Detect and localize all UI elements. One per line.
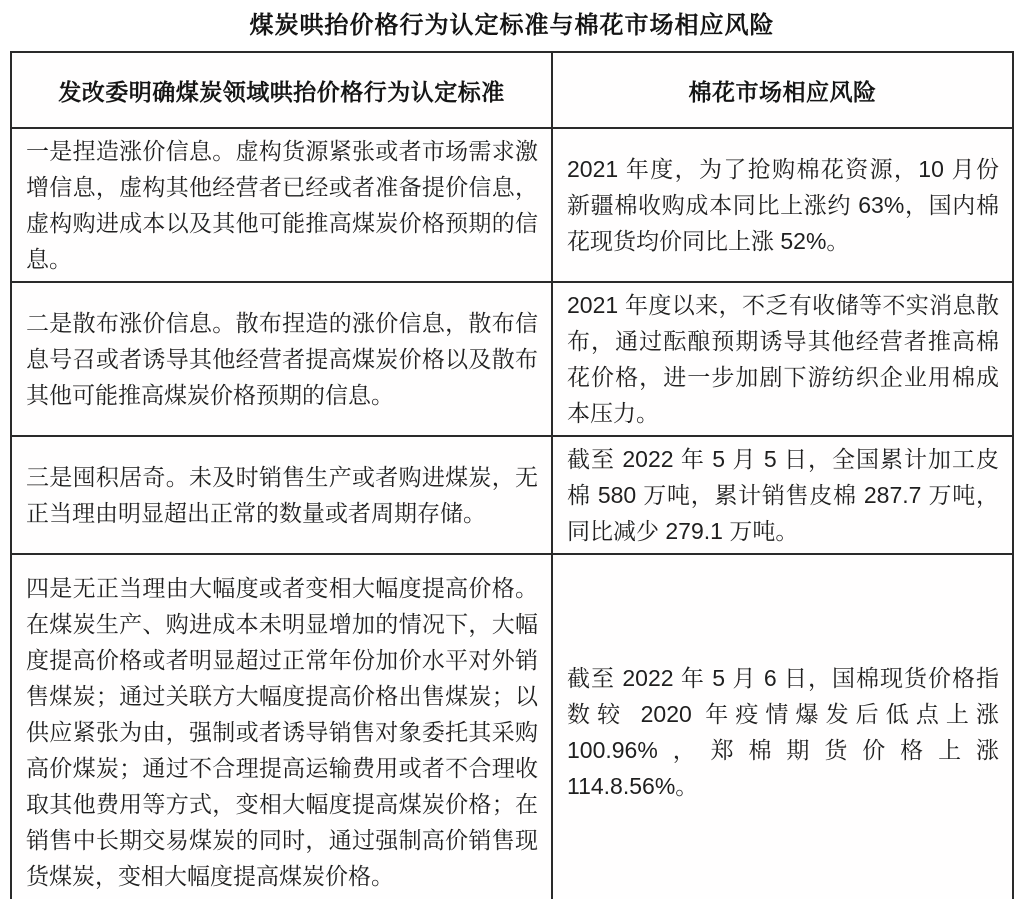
standards-risks-table: [10, 51, 1014, 899]
cell-risk-1: 2021 年度，为了抢购棉花资源，10 月份新疆棉收购成本同比上涨约 63%，国内棉花现货均价同比上涨 52%。: [552, 128, 1013, 282]
page-title: 煤炭哄抬价格行为认定标准与棉花市场相应风险: [249, 12, 775, 39]
cell-standard-1: 一是捏造涨价信息。虚构货源紧张或者市场需求激增信息，虚构其他经营者已经或者准备提价信息，虚构购进成本以及其他可能推高煤炭价格预期的信息。: [11, 128, 552, 282]
column-header-coal-standards: 发改委明确煤炭领域哄抬价格行为认定标准: [11, 52, 552, 128]
cell-risk-3: 截至 2022 年 5 月 5 日，全国累计加工皮棉 580 万吨，累计销售皮棉 287.7 万吨，同比减少 279.1 万吨。: [552, 436, 1013, 554]
cell-risk-4: 截至 2022 年 5 月 6 日，国棉现货价格指数较 2020 年疫情爆发后低点上涨 100.96%，郑棉期货价格上涨 114.8.56%。: [552, 554, 1013, 899]
table-row: [11, 436, 1013, 554]
cell-standard-2: 二是散布涨价信息。散布捏造的涨价信息，散布信息号召或者诱导其他经营者提高煤炭价格以及散布其他可能推高煤炭价格预期的信息。: [11, 282, 552, 436]
cell-risk-2: 2021 年度以来，不乏有收储等不实消息散布，通过酝酿预期诱导其他经营者推高棉花价格，进一步加剧下游纺织企业用棉成本压力。: [552, 282, 1013, 436]
table-row: [11, 554, 1013, 899]
table-header-row: [11, 52, 1013, 128]
cell-standard-4: 四是无正当理由大幅度或者变相大幅度提高价格。在煤炭生产、购进成本未明显增加的情况下，大幅度提高价格或者明显超过正常年份加价水平对外销售煤炭；通过关联方大幅度提高价格出售煤炭；以供应紧张为由，强制或者诱导销售对象委托其采购高价煤炭；通过不合理提高运输费用或者不合理收取其他费用等方式，变相大幅度提高煤炭价格；在销售中长期交易煤炭的同时，通过强制高价销售现货煤炭，变相大幅度提高煤炭价格。: [11, 554, 552, 899]
table-row: [11, 282, 1013, 436]
table-row: [11, 128, 1013, 282]
cell-standard-3: 三是囤积居奇。未及时销售生产或者购进煤炭，无正当理由明显超出正常的数量或者周期存储。: [11, 436, 552, 554]
column-header-cotton-risks: 棉花市场相应风险: [552, 52, 1013, 128]
